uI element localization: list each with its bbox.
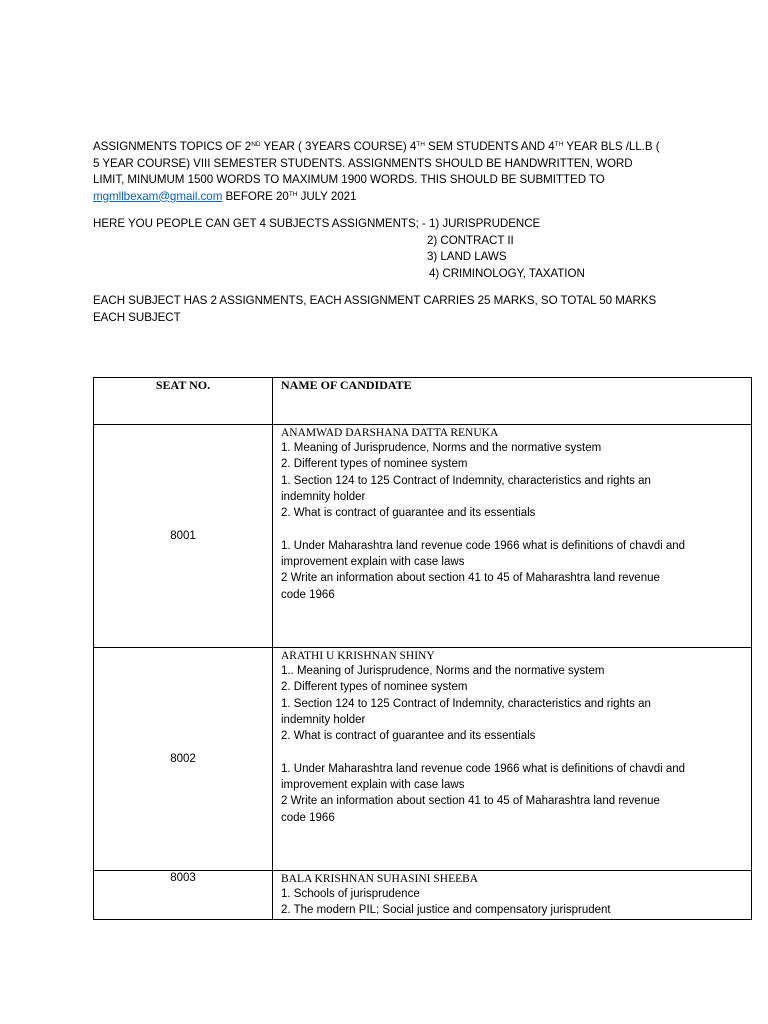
intro-line-3: LIMIT, MINUMUM 1500 WORDS TO MAXIMUM 1900 WORDS. THIS SHOULD BE SUBMITTED TO (93, 173, 605, 186)
topic-line: 1.. Meaning of Jurisprudence, Norms and the normative system (281, 665, 605, 677)
intro-line-1: ASSIGNMENTS TOPICS OF 2ND YEAR ( 3YEARS COURSE) 4TH SEM STUDENTS AND 4TH YEAR BLS /LL.B ( (93, 140, 660, 153)
topic-line: 2. Different types of nominee system (281, 458, 468, 471)
topic-line: indemnity holder (281, 713, 366, 726)
intro-line-4: mgmllbexam@gmail.com BEFORE 20TH JULY 2021 (93, 189, 357, 203)
candidate-table (93, 377, 752, 920)
subject-item: 4) CRIMINOLOGY, TAXATION (429, 266, 585, 280)
seat-number: 8002 (94, 648, 273, 871)
table-header-row (94, 378, 752, 425)
marks-line-1: EACH SUBJECT HAS 2 ASSIGNMENTS, EACH ASSIGNMENT CARRIES 25 MARKS, SO TOTAL 50 MARKS (93, 294, 657, 307)
intro-section (93, 139, 713, 326)
topic-line: 1. Under Maharashtra land revenue code 1966 what is definitions of chavdi and (281, 762, 686, 775)
candidate-cell (273, 648, 752, 871)
table-row (94, 425, 752, 648)
header-seat-no: SEAT NO. (94, 378, 273, 425)
table-row (94, 871, 752, 920)
topic-line: 1. Schools of jurisprudence (281, 888, 420, 900)
topic-line: 2 Write an information about section 41 to 45 of Maharashtra land revenue (281, 572, 660, 585)
candidate-cell (273, 871, 752, 920)
topic-line: 2. What is contract of guarantee and its essentials (281, 507, 536, 520)
topic-line: 1. Under Maharashtra land revenue code 1966 what is definitions of chavdi and (281, 539, 686, 552)
intro-line-2: 5 YEAR COURSE) VIII SEMESTER STUDENTS. ASSIGNMENTS SHOULD BE HANDWRITTEN, WORD (93, 156, 633, 170)
table-row (94, 648, 752, 871)
subjects-list (93, 216, 713, 282)
topic-line: improvement explain with case laws (281, 556, 465, 569)
seat-number: 8001 (94, 425, 273, 648)
topic-line: improvement explain with case laws (281, 779, 465, 792)
marks-line-2: EACH SUBJECT (93, 310, 181, 324)
topic-line: 2. Different types of nominee system (281, 681, 468, 694)
topic-line: 2. What is contract of guarantee and its essentials (281, 730, 536, 743)
topic-line: 2 Write an information about section 41 to 45 of Maharashtra land revenue (281, 795, 660, 808)
candidate-cell (273, 425, 752, 648)
topic-line: 1. Meaning of Jurisprudence, Norms and the normative system (281, 442, 602, 454)
topic-line: code 1966 (281, 811, 335, 824)
topic-line: 1. Section 124 to 125 Contract of Indemnity, characteristics and rights an (281, 474, 651, 487)
topic-line: code 1966 (281, 588, 335, 601)
subjects-lead: HERE YOU PEOPLE CAN GET 4 SUBJECTS ASSIGNMENTS; - 1) JURISPRUDENCE (93, 217, 541, 230)
subject-item: 3) LAND LAWS (427, 250, 507, 263)
candidate-name: BALA KRISHNAN SUHASINI SHEEBA (281, 873, 479, 885)
topic-line: indemnity holder (281, 490, 366, 503)
topic-line: 1. Section 124 to 125 Contract of Indemnity, characteristics and rights an (281, 697, 651, 710)
seat-number: 8003 (94, 871, 273, 920)
candidate-name: ARATHI U KRISHNAN SHINY (281, 650, 435, 662)
email-link[interactable]: mgmllbexam@gmail.com (93, 189, 223, 203)
header-name-of-candidate: NAME OF CANDIDATE (273, 378, 752, 425)
candidate-name: ANAMWAD DARSHANA DATTA RENUKA (281, 427, 499, 439)
subject-item: 2) CONTRACT II (427, 233, 514, 247)
topic-line: 2. The modern PIL; Social justice and compensatory jurisprudent (281, 904, 611, 917)
